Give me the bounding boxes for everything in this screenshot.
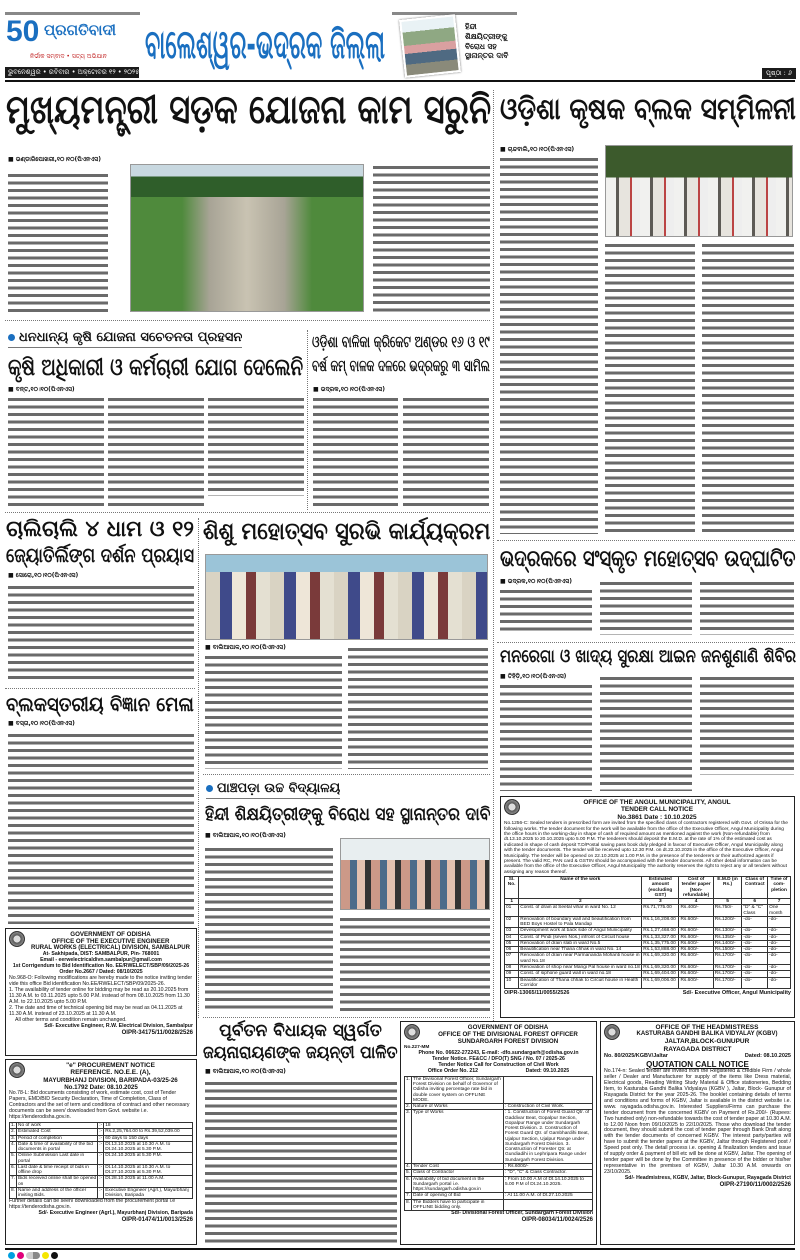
story-body (600, 580, 692, 635)
kicker-hindi: ପାଞ୍ଚପଡ଼ା ଉଚ୍ଚ ବିଦ୍ୟାଳୟ (206, 781, 340, 799)
headline-cricket-2: ବର୍ଷ କମ୍ ବାଳକ ଦଳରେ ଭଦ୍ରକରୁ ୩ ସାମିଲ (312, 356, 490, 375)
notice-e-procurement: "e" PROCUREMENT NOTICE REFERENCE. NO.E.E. (A), MAYURBHANJ DIVISION, BARIPADA-03/25-26 No.1792 Date: 08.10.2025 No.78-L: Bid documents consisting of work, estimate cost, cost of Tender Papers, EMD/BID Security Declaration, Time of Completion, Class of Contractors and the set of term and conditions of contract and other necessary documents can be seen/ downloaded from Govt. website i.e. https://tenderodisha.gov.in. 1. No of work :- 18 2. Estimated Cost :- Rs.2,25,764.00 to Rs.39,52,039.00 3. Period of completion :- 60 days to 150 days 4. Date & time of availability of the bid documents in portal :- Dt.13.10.2025 at 10.30 A.M. to Dt.24.10.2025 at 5.30 P.M. 5. Online Submission Last date in portal :- Dt.24.10.2025 at 5.30 P.M. 6. Last date & time receipt of bids in offline drop :- Dt.14.10.2025 at 10.30 A.M. to Dt.27.10.2025 at 5.30 P.M. 7. Bids received online shall be opened on :- Dt.28.10.2025 at 11.00 A.M. 8. Name and address of the officer inviting Bids. :- Executive Engineer (Agrl.), Mayurbhanj Division, Baripada Further details can be seen/ downloaded from the procurement portal i.e https://tenderodisha.gov.in. Sd/- Executive Engineer (Agrl.), Mayurbhanj Division, Baripada OIPR-01474/11/0013/2526 (5, 1059, 197, 1245)
story-body (313, 396, 398, 508)
table-row: 7. Bids received online shall be opened on :- Dt.28.10.2025 at 11.00 A.M. (10, 1176, 193, 1188)
odisha-seal-icon (404, 1024, 420, 1040)
headline-sanskrit: ଭଦ୍ରକରେ ସଂସ୍କୃତ ମହୋତ୍ସବ ଉଦ୍‌ଘାଟିତ (500, 546, 796, 572)
headline-dham-1: ଚାଲିଚାଲି ୪ ଧାମ ଓ ୧୨ (6, 517, 195, 542)
table-row: 09 Const. of siphone guard wall in ward no.18 Rs.1,69,404.00 Rs.600/- Rs.1700/- -do- -do- (505, 971, 791, 977)
headline-manrega: ମନରେଗା ଓ ଖାଦ୍ୟ ସୁରକ୍ଷା ଆଇନ ଜନଶୁଣାଣି ଶିବିର (500, 646, 796, 667)
angul-oipr: OIPR-13065/11/0055/2526 (504, 990, 570, 997)
road-photo (130, 164, 364, 312)
notice-forest-tender: GOVERNMENT OF ODISHA OFFICE OF THE DIVISIONAL FOREST OFFICER SUNDARGARH FOREST DIVISION No.227-MM Phone No. 06622-272243, E-mail: -dfo.sundargarh@odisha.gov.in Tender Notice. FE&CC / DFO(T) SNG / No. 07 / 2025-26 Tender Notice Call for Construction of Civil Work Office Order No. 212 Dated: 09.10.2025 1. The Divisional Forest Officer, Sundargarh Forest Division on behalf of Governor of Odisha inviting percentage rate bid in double cover system on OFFLINE MODE. 2. Nature of Works : Construction of Civil Work. 3. Type of Works : 1. Construction of Forest Guard Qtr. of Gaddivar Beat, Gopalpur Section, Gopalpur Range under Sundargarh Forest Division. 2. Construction of Forest Guard Qtr. of Gambhardihi Beat, Ujalpur Section, Ujalpur Range under Sundargarh Forest Division. 3. Construction of Forester Qtr. at Gundiadihi in Lephripara Range under Sundargarh Forest Division. 4. Tender Cost : Rs.6000/- 5. Class of Contractor : "D", "C" & Class Contractor. 6. Availability of bid document in the Sundargarh portal i.e. https://sundargarh.odisha.gov.in : From 10.00 A.M of Dt.14.10.2025 to 5.00 P.M of Dt.24.10.2025. 7. Date of opening of Bid : At 11.00 A.M. of Dt.27.10.2025 8. The Bidders have to participate in OFFLINE bidding only. Sd/- Divisional Forest Officer, Sundargarh Forest Division OIPR-08034/11/0024/2526 (400, 1021, 597, 1245)
table-row: 1. No of work :- 18 (10, 1123, 193, 1129)
edition-dateline: ଭୁବନେଶ୍ୱର • ରବିବାର • ଅକ୍ଟୋବର ୧୨ • ୨୦୨୫ (5, 67, 139, 78)
story-body (8, 396, 104, 508)
table-row: 6. Availability of bid document in the Sundargarh portal i.e. https://sundargarh.odisha.gov.in : From 10.00 A.M of Dt.14.10.2025 to 5.00 P.M of Dt.24.10.2025. (405, 1176, 593, 1193)
headline-hindi: ହିନ୍ଦୀ ଶିକ୍ଷୟିତ୍ରୀଙ୍କୁ ବିରୋଧ ସହ ସ୍ଥାନାନ୍ତର ଦାବି (205, 804, 491, 825)
story-body (205, 654, 342, 769)
headline-krushi: କୃଷି ଅଧିକାରୀ ଓ କର୍ମଚାରୀ ଯୋଗ ଦେଲେନି (8, 353, 304, 381)
story-body (205, 1080, 397, 1245)
forest-oipr: OIPR-08034/11/0024/2526 (521, 1217, 593, 1224)
story-body (500, 683, 592, 791)
story-body (8, 732, 194, 924)
story-body (403, 396, 489, 508)
story-body (702, 242, 794, 534)
table-row: 4. Date & time of availability of the bid documents in portal :- Dt.13.10.2025 at 10.30 A.M. to Dt.24.10.2025 at 5.30 P.M. (10, 1141, 193, 1153)
story-body (8, 172, 108, 312)
story-body (373, 164, 490, 312)
headline-jayanti-2: ଜୟନାରାୟଣଙ୍କ ଜୟନ୍ତୀ ପାଳିତ (203, 1043, 398, 1063)
teaser-headline[interactable]: ହିନ୍ଦୀ ଶିକ୍ଷୟିତ୍ରୀଙ୍କୁ ବିରୋଧ ସହ ସ୍ଥାନାନ୍ତର ଦାବି (465, 22, 509, 61)
page-number: ପୃଷ୍ଠା : ୬ (762, 68, 796, 79)
table-row: 10 Beautification of Thana chhak to Circuit house in Health Corridor Rs.1,69,006.00 Rs.600/- Rs.1700/- -do- -do- (505, 977, 791, 989)
table-row: 08 Renovation of shop near Mangi Pal house in ward no.18 Rs.1,69,320.00 Rs.600/- Rs.1700/- -do- -do- (505, 964, 791, 970)
hindi-protest-photo (340, 838, 490, 910)
table-row: 2. Nature of Works : Construction of Civil Work. (405, 1104, 593, 1110)
headline-shishu: ଶିଶୁ ମହୋତ୍ସବ ସୁରଭି କାର୍ଯ୍ୟକ୍ରମ (203, 517, 491, 545)
table-row: 02 Renovation of boundary wall and beautification from BED Boys Hostel to Pala Mandap Rs.1,16,208.00 Rs.600/- Rs.1200/- -do- -do- (505, 916, 791, 928)
headline-farmer: ଓଡ଼ିଶା କୃଷକ ବ୍ଲକ ସମ୍ମିଳନୀ (500, 92, 796, 127)
eproc-table (9, 1122, 193, 1199)
table-row: 07 Renovation of drain near Parmananda Mohanti house in ward No.18 Rs.1,69,320.00 Rs.600/- Rs.1700/- -do- -do- (505, 953, 791, 965)
angul-signature: Sd/- Executive Officer, Angul Municipality (682, 990, 791, 997)
eproc-oipr: OIPR-01474/11/0013/2526 (121, 1217, 193, 1224)
odisha-seal-icon (604, 1024, 620, 1040)
farmer-meeting-photo (605, 145, 793, 237)
table-row: 01 Const. of drain at Seetal vihar in ward No. 12 Rs.71,775.00 Rs.400/- Rs.750/- "D" & "C" Class One month (505, 905, 791, 917)
story-body (205, 846, 333, 1011)
table-row: 03 Development work at back side of Angul Municipality Rs.1,27,468.00 Rs.600/- Rs.1300/- -do- -do- (505, 928, 791, 934)
shishu-event-photo (205, 554, 488, 640)
table-row: 2. Estimated Cost :- Rs.2,25,764.00 to Rs.39,52,039.00 (10, 1129, 193, 1135)
story-body (8, 584, 194, 682)
table-row: 3. Type of Works : 1. Construction of Forest Guard Qtr. of Gaddivar Beat, Gopalpur Section, Gopalpur Range under Sundargarh Forest Division. 2. Construction of Forest Guard Qtr. of Gambhardihi Beat, Ujalpur Section, Ujalpur Range under Sundargarh Forest Division. 3. Construction of Forester Qtr. at Gundiadihi in Lephripara Range under Sundargarh Forest Division. (405, 1110, 593, 1164)
headline-dham-2: ଜ୍ୟୋତିର୍ଲିଙ୍ଗ ଦର୍ଶନ ପ୍ରୟାସ (6, 543, 195, 567)
notice-rural-works: GOVERNMENT OF ODISHA OFFICE OF THE EXECUTIVE ENGINEER RURAL WORKS (ELECTRICAL) DIVISION, SAMBALPUR At- Sakhipada, DIST: SAMBALPUR, Pin- 768001 Email - eerwelectricaldivn.sambalpur@gmail.com 1st Corrigendum to Bid Identification No. EE/RWELECT/SBP/09/2025-26 Order No.2667 / Dated: 08/10/2025 No.968-O: Following modifications are hereby made to the notice inviting tender vide this office Bid identification No.EE/RWELECT/SBP/09/2025-26. 1. The availability of tender online for bidding may be read as 20.10.2025 from 11.30 A.M. to 03.11.2025 upto 5.00 P.M. instead of from 08.10.2025 from 11.30 A.M. to 22.10.2025 upto 5.00 P.M. 2. The date and time of technical opening bid may be read as 04.11.2025 at 11.30 A.M. instead of 23.10.2025 at 11.30 A.M. All other terms and condition remain unchanged. Sd/- Executive Engineer, R.W. Electrical Division, Sambalpur OIPR-34175/11/0028/2526 (5, 928, 197, 1056)
teaser-photo[interactable] (399, 14, 461, 78)
story-body (700, 580, 794, 635)
table-row: 8. The Bidders have to participate in OFFLINE bidding only. (405, 1199, 593, 1211)
bullet-icon (8, 334, 15, 341)
kicker-krushi: ଧନଧାନ୍ୟ କୃଷି ଯୋଜନା ସଚେତନତା ପ୍ରହସନ (8, 330, 242, 348)
table-row: 6. Last date & time receipt of bids in offline drop :- Dt.14.10.2025 at 10.30 A.M. to Dt.27.10.2025 at 5.30 P.M. (10, 1164, 193, 1176)
registration-color-marks (8, 1252, 58, 1259)
story-body (500, 156, 598, 534)
story-body (700, 675, 794, 775)
story-body (500, 588, 592, 635)
angul-seal-icon (504, 799, 520, 815)
table-row: 4. Tender Cost : Rs.6000/- (405, 1164, 593, 1170)
masthead (0, 0, 800, 82)
story-body (348, 646, 488, 769)
table-row: 04 Const. of Pindi (seven Nos.) infront of Circuit house Rs.1,33,327.00 Rs.600/- Rs.1350/- -do- -do- (505, 934, 791, 940)
page-title: ବାଲେଶ୍ୱର-ଭଦ୍ରକ ଜିଲ୍ଲା (145, 22, 385, 68)
table-row: 05 Renovation of drain slab in ward No.5 Rs.1,35,775.00 Rs.600/- Rs.1400/- -do- -do- (505, 940, 791, 946)
angul-tender-table (504, 876, 791, 989)
table-row: 1. The Divisional Forest Officer, Sundargarh Forest Division on behalf of Governor of Odisha inviting percentage rate bid in double cover system on OFFLINE MODE. (405, 1076, 593, 1103)
table-row: 5. Class of Contractor : "D", "C" & Class Contractor. (405, 1170, 593, 1176)
table-header-row: 1 2 3 4 5 6 7 (505, 899, 791, 905)
odisha-seal-icon (9, 931, 25, 947)
story-body (208, 396, 304, 496)
notice-kgbv-quotation: OFFICE OF THE HEADMISTRESS KASTURABA GANDHI BALIKA VIDYALAY (KGBV) JALTAR,BLOCK-GUNUPUR RAYAGADA DISTRICT No. 80/2025/KGBV/Jaltar Dated: 08.10.2025 QUOTATION CALL NOTICE No.174-n: Sealed tender are invited from the Registered & credible Firm / whole seller / Dealer and Manufacturer for supply of the items like Dress material, Electrical goods, Reading Writing Study Material & Office stationeries, Bedding Item, to Kasturaba Gandhi Balika Vidyalaya (KGBV ), Jaltar, Block- Gunupur of Rayagada District for the year 2025-26. The booklet containing details of terms and conditions and forms of KGBV, Jaltar is available in the district website i.e. www. rayagada.odisha.gov.in. Interested Suppliers/Firms can purchase the tender document from the concerned KGBV on Payment of Rs.200/- (Rupees: Two hundred only) non-refundable towards the cost of tender paper at 10.30 A.M. to 12.00 Noon from 09/10/2025 to 22/10/2025. Those who download the tender document, they should submit the cost of tender paper through Bank Draft along with the tender documents of concerned KGBV. The interest party/parties will have to submit the tender papers at the KGBV, Jaltar through Registered post / Speed post only. The detail process i.e. opening & finalization tenders and issue of supply order & payment of bill etc will be done at KGBV, Jaltar. The opening of tender paper will be done by the Committee in presence of the bidder or his/her representative in the premises of KGBV, Jaltar 10.30 A.M. onwards on 23/10/2025. Sd/- Headmistress, KGBV, Jaltar, Block-Gunupur, Rayagada District OIPR-27190/11/0002/2526 (600, 1021, 795, 1245)
odisha-seal-icon (9, 1062, 25, 1078)
headline-jayanti-1: ପୂର୍ବତନ ବିଧାୟକ ସ୍ୱର୍ଗତ (219, 1021, 382, 1041)
bullet-icon (206, 785, 213, 792)
story-body (600, 675, 692, 791)
table-row: 5. Online Submission Last date in portal :- Dt.24.10.2025 at 5.30 P.M. (10, 1153, 193, 1165)
forest-tender-table (404, 1076, 593, 1211)
headline-road: ମୁଖ୍ୟମନ୍ତ୍ରୀ ସଡ଼କ ଯୋଜନା କାମ ସରୁନି (6, 87, 492, 133)
table-header-row: Sl. No. Name of the work Estimated amount (excluding GST) Cost of tender paper (Non-refundable) E.M.D (in Rs.) Class of Contract Time of com-pletion (505, 877, 791, 899)
table-row: 06 Beautification near Thana chhak in ward No. 14 Rs.1,53,888.00 Rs.600/- Rs.1500/- -do- -do- (505, 947, 791, 953)
story-body (340, 916, 490, 1011)
table-row: 7. Date of opening of Bid : At 11.00 A.M. of Dt.27.10.2025 (405, 1193, 593, 1199)
headline-science-fair: ବ୍ଲକସ୍ତରୀୟ ବିଜ୍ଞାନ ମେଳା (6, 692, 194, 716)
notice-angul-tender: OFFICE OF THE ANGUL MUNICIPALITY, ANGUL TENDER CALL NOTICE No.3861 Date : 10.10.2025 No.1256-C: Sealed tenders in prescribed form are invited from the specified class of contractors registered with Govt. of Orissa for the following works. The tender document for the work will be available from the office of the Executive Officer, Angul Municipality during the office hours in the working-day in shape of cash of required amount as mentioned against the work (Non-refundable) from dt.13.10.2025 to 20.10.2025 upto 5.00 P.M. The tenderers should deposit the E.M.D. at the rate of 1% of the estimated cost as indicated in shape of cash deposit T.D/Postal saving pass book duly pledged in favour of Executive Officer, Angul Municipality along with the tender documents. The tender will be received upto 12.30 P.M. on dt.22.10.2025 in the office of the Executive Officer, Angul Municipality. The tender will be opened on 22.10.2025 at 1.00 P.M. in the presence of the tenderers or their authorized agents if present. The valid RC, PAN card & GSTIN should be accompanied with the tender documents. All other detail information can be available from the office of the Executive Officer, Angul Municipality The authority reserves the right to reject any or all tenders without assigning any reason thereof. Sl. No. Name of the work Estimated amount (excluding GST) Cost of tender paper (Non-refundable) E.M.D (in Rs.) Class of Contract Time of com-pletion 1 2 3 4 5 6 7 01 Const. of drain at Seetal vihar in ward No. 12 Rs.71,775.00 Rs.400/- Rs.750/- "D" & "C" Class One month 02 Renovation of boundary wall and beautification from BED Boys Hostel to Pala Mandap Rs.1,16,208.00 Rs.600/- Rs.1200/- -do- -do- 03 Development work at back side of Angul Municipality Rs.1,27,468.00 Rs.600/- Rs.1300/- -do- -do- 04 Const. of Pindi (seven Nos.) infront of Circuit house Rs.1,33,327.00 Rs.600/- Rs.1350/- -do- -do- 05 Renovation of drain slab in ward No.5 Rs.1,35,775.00 Rs.600/- Rs.1400/- -do- -do- 06 Beautification near Thana chhak in ward No. 14 Rs.1,53,888.00 Rs.600/- Rs.1500/- -do- -do- 07 Renovation of drain near Parmananda Mohanti house in ward No.18 Rs.1,69,320.00 Rs.600/- Rs.1700/- -do- -do- 08 Renovation of shop near Mangi Pal house in ward no.18 Rs.1,69,320.00 Rs.600/- Rs.1700/- -do- -do- 09 Const. of siphone guard wall in ward no.18 Rs.1,69,404.00 Rs.600/- Rs.1700/- -do- -do- 10 Beautification of Thana chhak to Circuit house in Health Corridor Rs.1,69,006.00 Rs.600/- Rs.1700/- -do- -do- OIPR-13065/11/0055/2526 Sd/- Executive Officer, Angul Municipality (500, 796, 795, 1018)
table-row: 3. Period of completion :- 60 days to 150 days (10, 1135, 193, 1141)
headline-cricket-1: ଓଡ଼ିଶା ବାଳିକା କ୍ରିକେଟ ଅଣ୍ଡର ୧୬ ଓ ୧୯ (312, 332, 490, 351)
table-row: 8. Name and address of the officer inviting Bids. :- Executive Engineer (Agrl.), Mayurbhanj Division, Baripada (10, 1187, 193, 1199)
logo: 50 ପ୍ରଗତିବାଦୀ ନିର୍ଭୀକ ସମ୍ବାଦ • ସତ୍ୟ ଅଭିଯାନ (6, 15, 117, 60)
story-body (605, 242, 695, 534)
story-body (108, 396, 204, 508)
